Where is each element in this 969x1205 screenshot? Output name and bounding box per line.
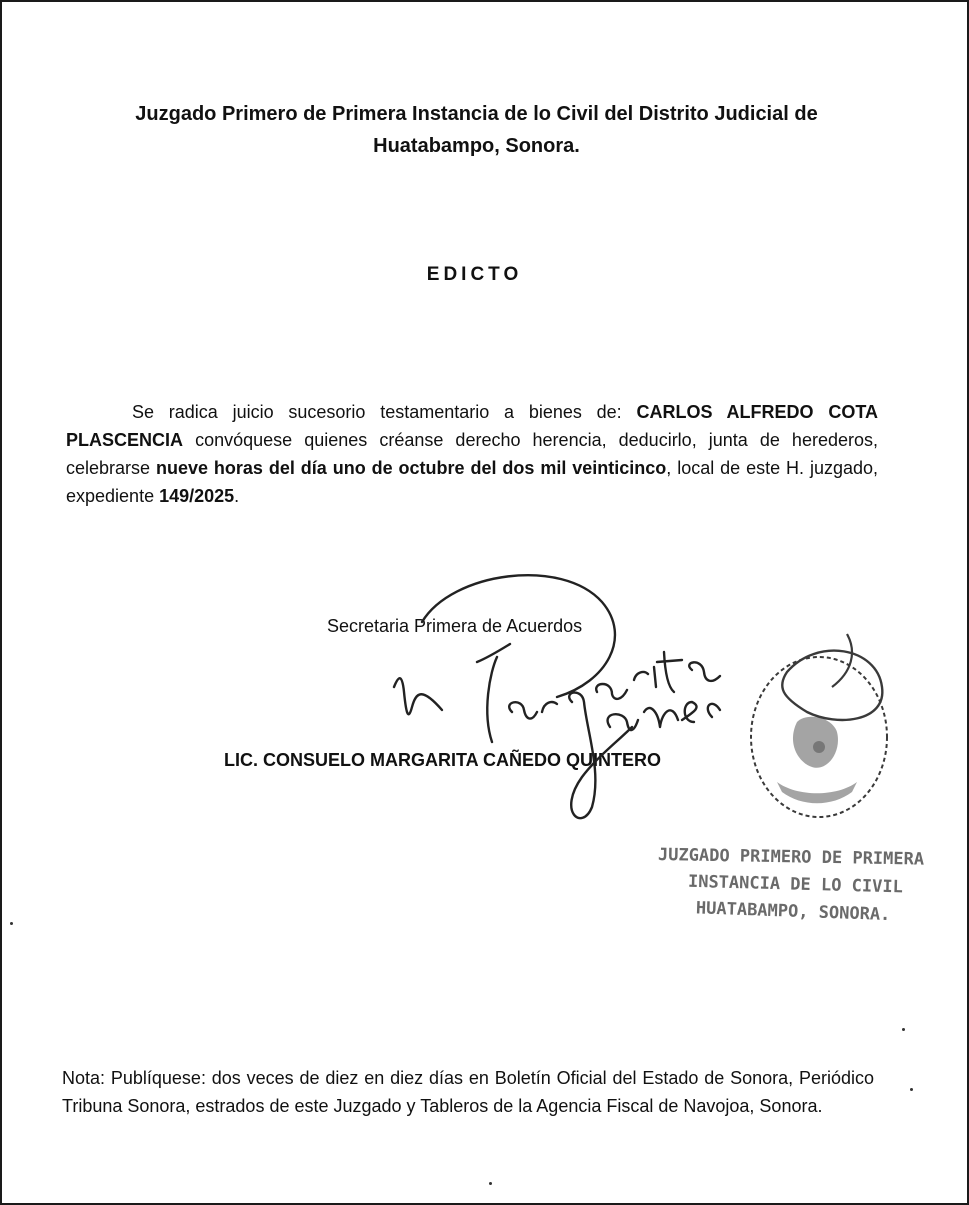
deceased-name: CARLOS ALFREDO COTA PLASCENCIA [66, 402, 878, 450]
body-local: , local de este H. juzgado, expediente [66, 458, 879, 506]
document-title: EDICTO [426, 264, 523, 285]
stamp-line3: HUATABAMPO, SONORA. [695, 898, 891, 926]
scan-speck [10, 922, 13, 925]
scan-speck [902, 1028, 905, 1031]
stamp-line2: INSTANCIA DE LO CIVIL [687, 871, 904, 898]
hearing-date: nueve horas del día uno de octubre del dos mil veinticinco [155, 458, 667, 478]
case-number: 149/2025 [159, 486, 235, 506]
body-intro: Se radica juicio sucesorio testamentario a bienes de: [132, 402, 637, 422]
stamp-line1: JUZGADO PRIMERO DE PRIMERA [657, 845, 925, 870]
body-end: . [234, 486, 240, 506]
court-header [62, 98, 891, 162]
edict-body [66, 398, 878, 510]
publication-note: Nota: Publíquese: dos veces de diez en diez días en Boletín Oficial del Estado de Sonora, Periódico Tribuna Sonora, estrados de este Juzgado y Tableros de la Agencia Fiscal de Navojoa, Sonora. [62, 1068, 874, 1116]
handwritten-signature [382, 562, 722, 832]
signer-name: LIC. CONSUELO MARGARITA CAÑEDO QUINTERO [224, 750, 661, 770]
scan-speck [910, 1088, 913, 1091]
court-stamp [657, 842, 969, 926]
body-middle: convóquese quienes créanse derecho herencia, deducirlo, junta de herederos, celebrarse [66, 430, 878, 478]
court-header-line1: Juzgado Primero de Primera Instancia de lo Civil del Distrito Judicial de [135, 103, 818, 125]
signer-role: Secretaria Primera de Acuerdos [327, 616, 583, 636]
official-seal [737, 632, 897, 842]
scan-speck [489, 1182, 492, 1185]
court-header-line2: Huatabampo, Sonora. [373, 135, 580, 157]
